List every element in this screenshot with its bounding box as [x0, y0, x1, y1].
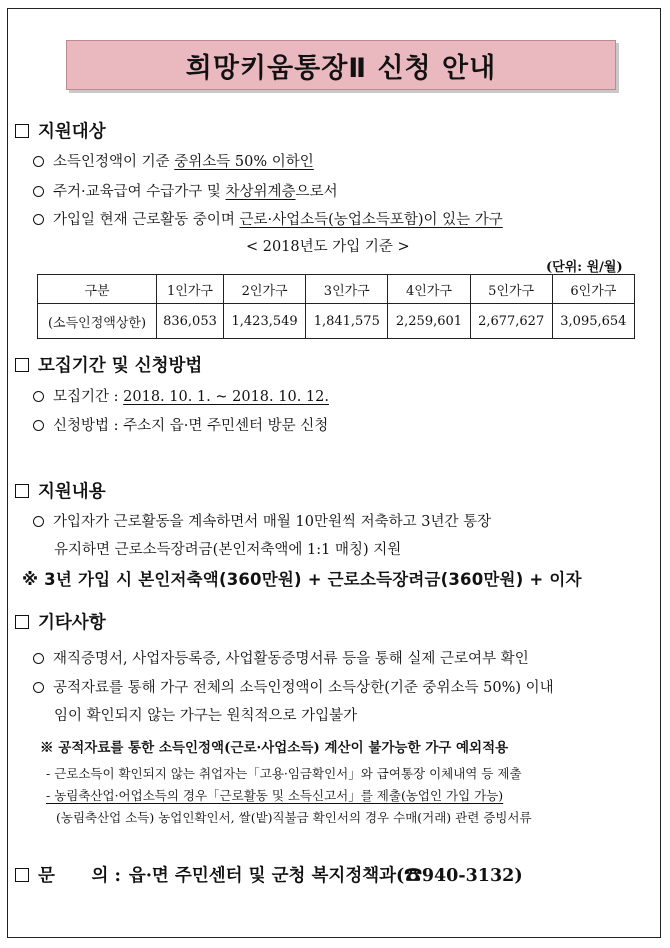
- page-title: 희망키움통장Ⅱ 신청 안내: [185, 52, 497, 84]
- etc-line-2: 공적자료를 통해 가구 전체의 소득인정액이 소득상한(기준 중위소득 50%) 이내: [33, 676, 554, 697]
- etc-note: ※ 공적자료를 통한 소득인정액(근로·사업소득) 계산이 불가능한 가구 예외적용: [40, 740, 509, 756]
- title-banner: [66, 40, 616, 90]
- table-row-label: (소득인정액상한): [38, 304, 157, 339]
- section-title: 기타사항: [38, 613, 106, 633]
- table-header-cell: 1인가구: [157, 275, 224, 304]
- target-line-2: 주거·교육급여 수급가구 및 차상위계층으로서: [33, 180, 338, 201]
- content-line-2: 유지하면 근로소득장려금(본인저축액에 1:1 매칭) 지원: [54, 542, 402, 558]
- content-line-1: 가입자가 근로활동을 계속하면서 매월 10만원씩 저축하고 3년간 통장: [33, 510, 491, 531]
- checkbox-square-icon: [15, 358, 29, 372]
- circle-bullet-icon: [33, 186, 44, 197]
- table-header-row: [38, 275, 635, 304]
- circle-bullet-icon: [33, 391, 44, 402]
- table-cell: 2,259,601: [388, 304, 470, 339]
- circle-bullet-icon: [33, 516, 44, 527]
- table-header-cell: 구분: [38, 275, 157, 304]
- checkbox-square-icon: [15, 868, 29, 882]
- section-support-content: [15, 478, 106, 503]
- table-header-cell: 5인가구: [470, 275, 552, 304]
- etc-line-3: 임이 확인되지 않는 가구는 원칙적으로 가입불가: [54, 708, 358, 724]
- table-header-cell: 2인가구: [224, 275, 306, 304]
- etc-dash-2: - 농림축산업·어업소득의 경우「근로활동 및 소득신고서」를 제출(농업인 가입 가능): [46, 788, 504, 803]
- circle-bullet-icon: [33, 214, 44, 225]
- table-cell: 836,053: [157, 304, 224, 339]
- section-title: 모집기간 및 신청방법: [38, 356, 203, 376]
- section-contact: [15, 862, 523, 887]
- section-support-target: [15, 118, 106, 143]
- unit-label: (단위: 원/월): [546, 260, 623, 275]
- recruit-period: 모집기간 : 2018. 10. 1. ~ 2018. 10. 12.: [33, 385, 329, 406]
- basis-caption: < 2018년도 가입 기준 >: [246, 239, 410, 255]
- checkbox-square-icon: [15, 124, 29, 138]
- recruit-method: 신청방법 : 주소지 읍·면 주민센터 방문 신청: [33, 414, 328, 435]
- circle-bullet-icon: [33, 653, 44, 664]
- section-title: 지원대상: [38, 122, 106, 142]
- income-table: [37, 274, 635, 339]
- contact-label: 문 의 :: [38, 866, 121, 886]
- etc-dash-1: - 근로소득이 확인되지 않는 취업자는「고용·임금확인서」와 급여통장 이체내역 등 제출: [46, 766, 522, 781]
- savings-highlight: ※ 3년 가입 시 본인저축액(360만원) + 근로소득장려금(360만원) + 이자: [22, 570, 582, 589]
- etc-dash-3: (농림축산업 소득) 농업인확인서, 쌀(밭)직불금 확인서의 경우 수매(거래) 관련 증빙서류: [56, 810, 532, 825]
- circle-bullet-icon: [33, 156, 44, 167]
- section-etc: [15, 609, 106, 634]
- target-line-1: 소득인정액이 기준 중위소득 50% 이하인: [33, 150, 314, 171]
- circle-bullet-icon: [33, 420, 44, 431]
- section-recruit: [15, 352, 202, 377]
- checkbox-square-icon: [15, 615, 29, 629]
- contact-text: 읍·면 주민센터 및 군청 복지정책과(☎940-3132): [128, 866, 523, 886]
- table-header-cell: 4인가구: [388, 275, 470, 304]
- target-line-3: 가입일 현재 근로활동 중이며 근로·사업소득(농업소득포함)이 있는 가구: [33, 208, 503, 229]
- checkbox-square-icon: [15, 484, 29, 498]
- table-cell: 2,677,627: [470, 304, 552, 339]
- table-cell: 1,423,549: [224, 304, 306, 339]
- circle-bullet-icon: [33, 682, 44, 693]
- table-header-cell: 3인가구: [306, 275, 388, 304]
- table-row: [38, 304, 635, 339]
- table-cell: 3,095,654: [552, 304, 634, 339]
- section-title: 지원내용: [38, 482, 106, 502]
- table-cell: 1,841,575: [306, 304, 388, 339]
- table-header-cell: 6인가구: [552, 275, 634, 304]
- etc-line-1: 재직증명서, 사업자등록증, 사업활동증명서류 등을 통해 실제 근로여부 확인: [33, 647, 529, 668]
